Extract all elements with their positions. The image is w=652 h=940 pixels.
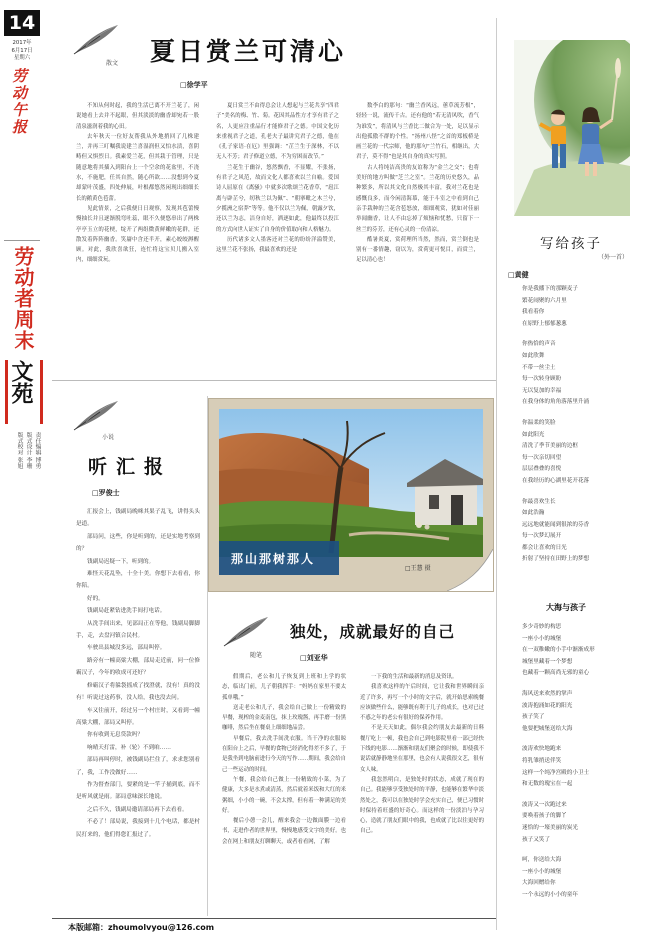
poem1-line: 不带一丝尘土 [522, 364, 556, 371]
article1-tag-label: 散文 [106, 60, 119, 67]
poem2-line: 波涛欢快地跑来 [522, 746, 562, 753]
article1-byline: □徐学平 [180, 81, 208, 89]
article1-paragraph: 古人将纯洁高贵的友谊称为“金兰之交”；也将美好的地方叫做“芝兰之室”。兰花的历史悠久，品种繁多，所以其文化自然极其丰富，我对兰花也是感慨良多，而今闲清海慕，能于斗室之中看到自己亲手栽种的兰花含苞怒放，细细观赏，犹如对佳丽举闻幽香，让人不由忘掉了烦恼和忧愁，只留下一丝兰的芬芳，还有心灵的一份清凉。 [356, 164, 479, 233]
poem1-line: 你是我播下的那颗麦子 [522, 286, 578, 292]
article2-section-tag [66, 398, 124, 446]
poem2-line: 一个永远的小小的童年 [522, 891, 578, 898]
article2-paragraph: 部局问，这些，你是听到的，还是实地考察到的？ [76, 533, 200, 553]
footer-mailbox [68, 922, 214, 933]
article1-col3 [356, 101, 479, 363]
poem2-title: 大海与孩子 [546, 603, 586, 612]
poem2-line: 呵，你送给大海 [522, 857, 562, 864]
article1-col1 [76, 101, 199, 363]
poem2-line: 一座小小的城堡 [522, 868, 562, 875]
article3-paragraph: 送走老公和儿子，我会给自己做上一份精致的早餐，现榨的金麦南包，抹上玫瑰酱，再手磨一份黑咖啡，然后坐在餐桌上细细地品尝。 [222, 704, 346, 732]
horizontal-rule [52, 380, 496, 381]
editor-credits [3, 432, 41, 552]
issue-number: 14 [4, 10, 40, 36]
poem1-line: 在我身体的角角落落里升涌 [522, 399, 590, 406]
poem2-body [522, 622, 636, 934]
article1-col2 [216, 101, 339, 363]
poem1-line: 在我经历的心湖里花开花落 [522, 477, 590, 484]
article3-paragraph: 我喜欢这样的午后时间，它让我和世界瞬间亲近了许多，再写一个小时的文字后，就开始思索晚餐应该做些什么，能够既有利于儿子的成长，也对已过不惑之年的老公有很好的保养作用。 [360, 684, 484, 722]
masthead-rule [4, 240, 40, 241]
article1-paragraph: 历代诸多文人墨客还对兰花的纷纷洋溢赞美，这里兰花不张扬，我最喜欢的还是 [216, 236, 339, 254]
landscape-photo [219, 409, 483, 557]
poem1-line: 都会让喜欢的日光 [522, 544, 567, 551]
issue-date [4, 40, 40, 63]
poem1-line: 在原野上郁郁葱葱 [522, 320, 567, 327]
article1-paragraph: 见此情景，之后我便日日观察，发现其苞蕾慢慢抽长并且逐渐脱弯吐蕊，眼不久便悠串出了两株亭亭玉立的花梗，绽开了两组微黄鲜嫩的花群，还散发着阵阵幽香。笑靥中含还半开，素心皎皎溽醒顾。对此，我欣喜欲狂，连忙将这宝贝儿搬入室内，细细赏玩。 [76, 205, 199, 264]
poem1-body [522, 284, 636, 590]
article3-paragraph: 早餐后，我去洗手间洗衣服。当干净的衣服晾在阳台上之后，早餐的食物已经消化得差不多了，于是我坐到电脑前进行今天的写作……期间，我会给自己一些运动的时间。 [222, 735, 346, 773]
article3-paragraph: 一下我的生活和最新的消息及资讯。 [371, 674, 458, 680]
article2-paragraph: 钱副局赶紧钻进洗手间打电话。 [87, 608, 166, 615]
poem1-line: 无以复加的幸福 [522, 387, 562, 394]
article1-paragraph: 夏日赏兰不由得总会让人想起与兰花共享“四君子”美名的梅、竹、菊。花因其品性方才享有君子之名，人更应注重品行才能修君子之德。中国文化历来重视君子之道，孔老夫子最讲究君子之德，他在《孔子家语·在厄》里强调：“芷兰生于深林，不以无人不芳；君子修道立德，不为穷困而改节。” [216, 103, 339, 161]
article3-col2 [360, 672, 484, 926]
footer-rule [52, 918, 496, 919]
date-day: 6月17日 [11, 47, 33, 54]
poem1-line: 远远地就能闻到很浓的芬香 [522, 521, 590, 528]
poem2-line: 也藏着一颗高尚无邪的童心 [522, 670, 590, 677]
article3-paragraph: 不是天天如此，偶尔我会约朋友去最新的日料餐厅吃上一顿，我也会自己到电影院里看一部已经快下线的电影……渐渐和朋友们聚会的时候，即使我不说话就静静地坐在那里，也会有人说我很文艺，很有女人味。 [360, 725, 484, 773]
photo-credit: □王慧 摄 [405, 565, 431, 572]
poem2-line: 大海回赠给你 [522, 880, 556, 887]
article2-paragraph: 不必了！部局说，我接到十几个电话，都是村民打来的，他们得您汇报过了。 [76, 819, 200, 838]
article2-paragraph: 难怪天花乱坠，十全十美。你想下去看看，你你陪。 [76, 571, 200, 590]
photo-caption: 那山那树那人 [231, 552, 316, 566]
poem2-line: 海风送来欢然的掌声 [522, 690, 573, 697]
credit-designer: 版式设计 李珊 [25, 432, 31, 469]
poem1-line: 层层叠叠的喜悦 [522, 466, 562, 473]
article2-paragraph: 作为督查部门，要紧的是一竿子捅到底，而不是听风就是雨。部局意味深长地说。 [76, 781, 200, 801]
article1-section-tag [66, 22, 124, 70]
date-year: 2017年 [12, 40, 32, 46]
children-photo [514, 40, 630, 216]
masthead [0, 0, 44, 940]
poem1-line: 你最喜欢生长 [522, 498, 556, 505]
photo-frame [208, 398, 494, 592]
poem1-line: 你热恰的声音 [522, 341, 556, 348]
poem1-line: 如此欣舞 [522, 352, 545, 359]
article3-paragraph: 我忽然明白，是独处时的状态，成就了现在的自己。我能够享受独处时的平静，也能够在繁华中淡然处之，我可以在独处时学会充实自己，便已习惯时时保持着旺盛的好奇心。而这样的一份淡泊与孕习心，造就了朋友们眼中的我，也成就了比以往更好的自己。 [360, 776, 484, 835]
article2-title: 听汇报 [88, 456, 173, 478]
article2-paragraph: 从洗手间出来，见部局正在等他，钱副局脚脚手，走，去盘河镇合民村。 [76, 620, 200, 640]
poem1-subtitle: （外一首） [598, 254, 629, 261]
poem1-line: 你温柔的笑脸 [522, 419, 556, 426]
poem1-line: 每一次梦幻展开 [522, 533, 562, 540]
poem1-line: 如此浩瀚 [522, 510, 545, 517]
article3-col1 [222, 672, 346, 926]
page-curl-decoration [447, 549, 493, 591]
article1-paragraph: 兰花生于幽谷，悠然飘香，不显耀，不张扬，有君子之风范，故而文化人都喜欢以兰自喻。爱国诗人屈原在《离骚》中就多次歌颂兰花香草，“扈江离与辟芷兮，纫秋兰以为佩”、“朝搴毗之木兰兮，夕揽洲之宿莽”等等。他不仅以兰为佩，朝露夕饮，还以兰为志，洁身自好，洒逐如此，他最终以投江的方式向世人证实了自身的价值取向和人格魅力。 [216, 164, 339, 233]
poem1-line: 折射了坚持在田野上的梦想 [522, 556, 590, 563]
article2-paragraph: 好的。 [87, 595, 104, 602]
article2-tag-label: 小说 [102, 434, 115, 441]
article3-title: 独处，成就最好的自己 [290, 622, 456, 641]
poem2-line: 孩子笑了 [522, 714, 545, 721]
section-name: 劳动者周末 [11, 246, 35, 351]
poem2-line: 将乳雏捎送伴笑 [522, 757, 562, 764]
article2-paragraph: 你有收到无息贷款吗？ [87, 732, 143, 739]
article3-section-tag [216, 614, 274, 662]
article2-paragraph: 车驶出县城没多远，部局叫停。 [87, 645, 166, 652]
poem2-line: 这样一个纯净宫殿的小卫士 [522, 769, 590, 776]
article2-paragraph: 之后不久，钱副局邀请部局再下去看看。 [87, 806, 188, 813]
article2-byline: □罗俊士 [92, 489, 120, 497]
poem2-line: 在一双稚嫩的小手中渐渐成形 [522, 647, 595, 654]
footer-email[interactable]: zhoumolvyou@126.com [108, 923, 215, 932]
poem1-line: 清洗了季节美丽的边框 [522, 443, 578, 450]
article2-paragraph: 钱副局迟疑一下，听到的。 [87, 558, 155, 565]
poem2-line: 迷恰的一壕美丽的炭光 [522, 824, 578, 831]
credit-editor: 责任编辑 博勇 [34, 432, 40, 469]
article3-paragraph: 假期后，老公和儿子恢复到上班和上学的状态，临出门前，儿子朝我挥手：“妈妈在家里不要太孤单哦。” [222, 674, 346, 701]
article1-paragraph: 酷暑炎夏，赏荷理所当然，然而，赏兰倒也是别有一番情趣，窃以为，赏荷更可悦目，而赏兰，足以清心也！ [356, 236, 479, 264]
article1-paragraph: 数李白的那句：“幽兰香风远，蕙草流芳根”，轻轻一说，流传千古。还有他的“若无清风吹，香气为谁发”，将清风与兰香比二做合为一处，足以显示出他孤傲不群的个性。“扬州八怪”之首的郑板桥是画兰花的一代宗师，他的那句“兰竹石，相继出，大君子，莫不得”也是其自身的真实写照。 [356, 103, 479, 161]
poem2-line: 城堡里藏着一个梦想 [522, 658, 573, 665]
quill-icon [70, 22, 122, 56]
article2-paragraph: 汇报会上，钱副局晚咪其果子乱飞，讲得头头是道。 [76, 509, 200, 528]
article3-paragraph: 午餐，我会给自己做上一份精致的小菜，为了健康，大多是水煮或清蒸，然后就着米饭和大红的米粥细，小小的一碗，不会太撑，但有着一种满足的美好。 [222, 776, 346, 814]
quill-icon [70, 398, 122, 432]
poem2-line: 孩子又笑了 [522, 836, 550, 843]
credit-proofreader: 版式校对 张旭 [16, 432, 22, 469]
children-illustration [514, 40, 630, 216]
poem1-line: 每一次亲切回望 [522, 454, 562, 461]
article2-body [76, 506, 200, 906]
poem2-line: 一座小小的城堡 [522, 635, 562, 642]
column-rule [496, 18, 497, 930]
article2-paragraph: 部局再叫停时，被钱副局拦住了，求求您别看了，我，工作没做好…… [76, 757, 200, 776]
article1-paragraph: 去年秋天一位好友帮我从外地捎回了几株建兰，并再三叮嘱我说建兰喜湿润但又怕水渍，喜阴畴但又惧烈日。我素爱兰花，但其栽于管理，只是随意地将其插入到阳台上一个空余的花盆里，不浇水，不施肥，任其自然，随心所欲……没想到今夏却蒙叶茂盛，四处伸展，叶根都悠然闲现出细细长长的鹅黄色苞蕾。 [76, 133, 199, 202]
poem2-line: 波涛又一次跑过来 [522, 801, 567, 808]
article3-byline: □刘亚华 [300, 654, 328, 662]
date-weekday: 星期六 [13, 55, 31, 61]
article2-paragraph: 路旁有一幢高粱大棚，部局走近前，问一位修霸汉子，今年的收成可还好？ [76, 657, 200, 677]
page-name: 文苑 [8, 360, 34, 404]
poem2-line: 要唤着孩子的脚丫 [522, 813, 567, 820]
poem1-line: 每一次转身顾盼 [522, 376, 562, 383]
article1-title: 夏日赏兰可清心 [150, 37, 347, 66]
article1-paragraph: 不知从何时起，我的生活已离不开兰花了，闲说她看上去并不起眼，但其淡淡的幽香却宛若一股清泉滋润着我的心田。 [76, 103, 199, 130]
poem2-line: 多少奇妙的构思 [522, 624, 562, 630]
poem1-line: 我看着你 [522, 309, 545, 316]
footer-label: 本版邮箱： [68, 923, 108, 932]
poem1-line: 繁花闹聚的六月里 [522, 297, 567, 304]
quill-icon [220, 614, 272, 648]
paper-name: 劳动午报 [10, 68, 28, 136]
poem1-title: 写给孩子 [540, 236, 602, 252]
article2-paragraph: 响晴天打雷，补（轮）不到咱…… [87, 744, 171, 751]
article3-tag-label: 随笔 [250, 652, 263, 659]
poem2-line: 波涛抱涌如花的阳光 [522, 702, 573, 709]
poem2-line: 他要把城堡送给大海 [522, 725, 573, 732]
article2-paragraph: 修霸汉子将躲袋摇成了找澄就，没有！真的没有！听说过这药事，没人给，我也没去问。 [76, 682, 200, 702]
article3-paragraph: 餐后小憩一会儿，醒来我会一边做面膜一边看书，走进作者的世界里，慢慢地感受文字的美好。也会在网上和朋友打聊聊天，或者看看网，了解 [222, 818, 346, 845]
poem-author: □黄健 [508, 271, 529, 279]
poem1-line: 如此阳光 [522, 431, 545, 438]
poem2-line: 和无数的瑰宝在一起 [522, 781, 573, 788]
article2-paragraph: 车又往前开，经过另一个村庄时，又看到一幢高粱大棚，部局又叫停。 [76, 707, 200, 726]
